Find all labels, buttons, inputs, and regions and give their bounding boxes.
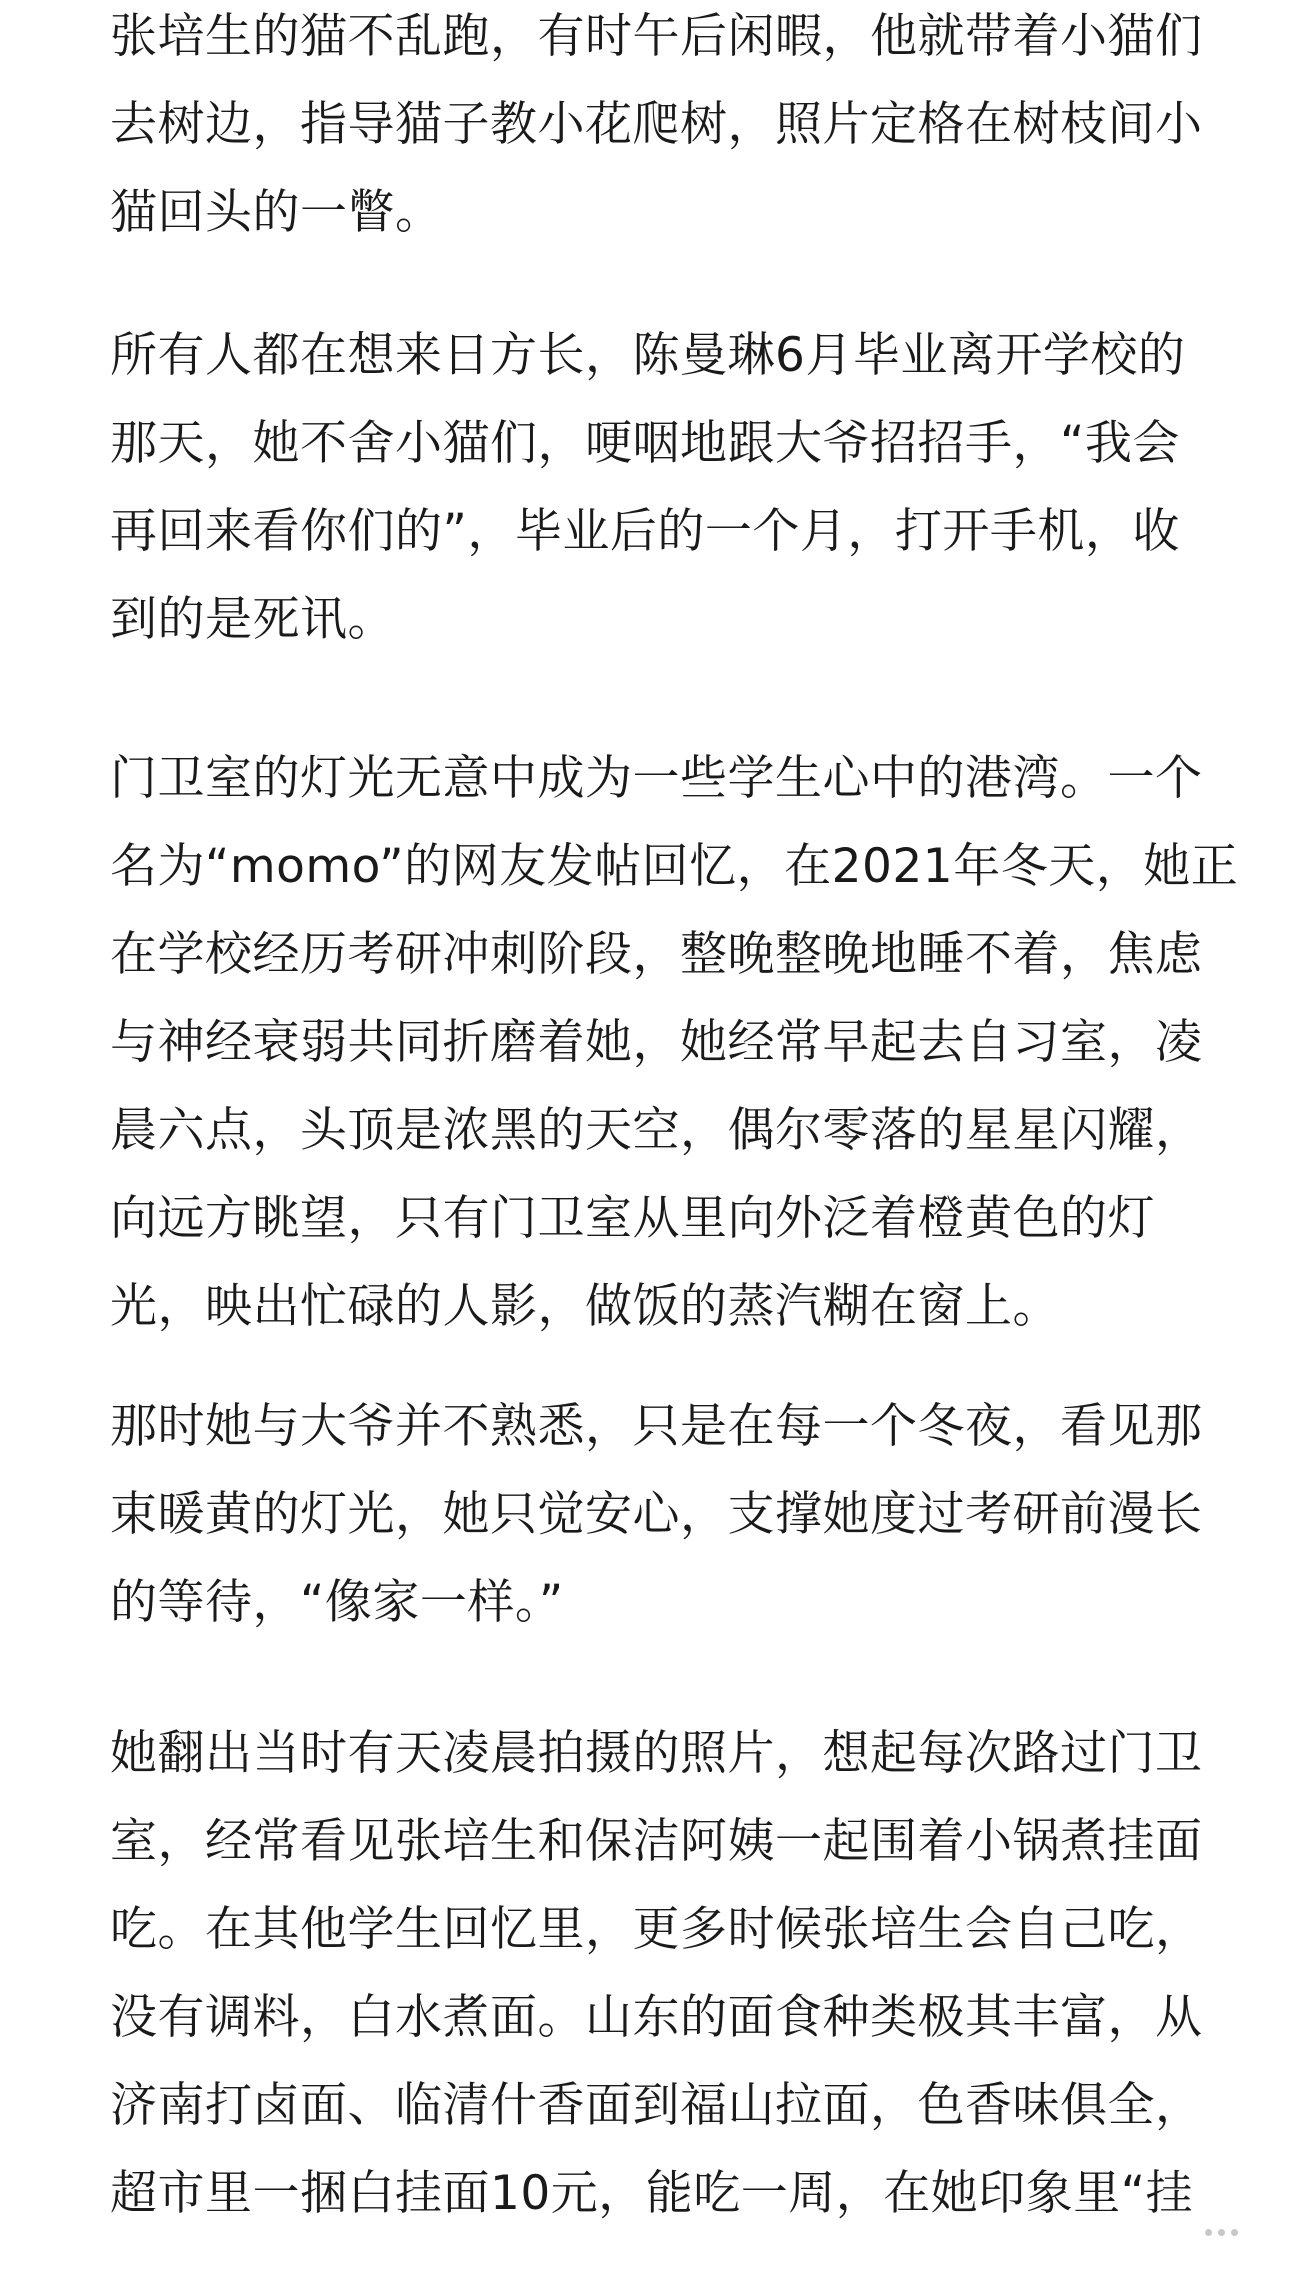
- text-line: 猫回头的一瞥。: [110, 185, 443, 240]
- dot-icon: [1205, 2229, 1212, 2236]
- paragraph-2: [110, 312, 1200, 664]
- text-line: 那时她与大爷并不熟悉，只是在每一个冬夜，看见那: [110, 1399, 1203, 1454]
- text-line: 到的是死讯。: [110, 592, 395, 647]
- text-line: 没有调料，白水煮面。山东的面食种类极其丰富，从: [110, 1990, 1203, 2045]
- text-line: 超市里一捆白挂面10元，能吃一周，在她印象里“挂: [110, 2166, 1194, 2221]
- text-line: 张培生的猫不乱跑，有时午后闲暇，他就带着小猫们: [110, 9, 1203, 64]
- text-line: 门卫室的灯光无意中成为一些学生心中的港湾。一个: [110, 751, 1203, 806]
- dot-icon: [1218, 2229, 1225, 2236]
- text-line: 再回来看你们的”，毕业后的一个月，打开手机，收: [110, 504, 1180, 559]
- paragraph-4: [110, 1383, 1203, 1647]
- watermark-icon: [1195, 2212, 1248, 2252]
- text-line: 那天，她不舍小猫们，哽咽地跟大爷招招手，“我会: [110, 416, 1180, 471]
- text-line: 与神经衰弱共同折磨着她，她经常早起去自习室，凌: [110, 1015, 1203, 1070]
- paragraph-3: [110, 735, 1239, 1351]
- text-line: 在学校经历考研冲刺阶段，整晚整晚地睡不着，焦虑: [110, 927, 1203, 982]
- text-line: 光，映出忙碌的人影，做饭的蒸汽糊在窗上。: [110, 1279, 1060, 1334]
- text-line: 吃。在其他学生回忆里，更多时候张培生会自己吃，: [110, 1902, 1203, 1957]
- text-line: 去树边，指导猫子教小花爬树，照片定格在树枝间小: [110, 97, 1203, 152]
- text-line: 她翻出当时有天凌晨拍摄的照片，想起每次路过门卫: [110, 1726, 1203, 1781]
- paragraph-1: [110, 0, 1203, 257]
- text-line: 束暖黄的灯光，她只觉安心，支撑她度过考研前漫长: [110, 1487, 1203, 1542]
- text-line: 名为“momo”的网友发帖回忆，在2021年冬天，她正: [110, 839, 1239, 894]
- paragraph-5: [110, 1710, 1203, 2238]
- text-line: 室，经常看见张培生和保洁阿姨一起围着小锅煮挂面: [110, 1814, 1203, 1869]
- text-line: 所有人都在想来日方长，陈曼琳6月毕业离开学校的: [110, 328, 1186, 383]
- text-line: 的等待，“像家一样。”: [110, 1575, 564, 1630]
- text-line: 向远方眺望，只有门卫室从里向外泛着橙黄色的灯: [110, 1191, 1155, 1246]
- text-line: 济南打卤面、临清什香面到福山拉面，色香味俱全，: [110, 2078, 1203, 2133]
- dot-icon: [1231, 2229, 1238, 2236]
- text-line: 晨六点，头顶是浓黑的天空，偶尔零落的星星闪耀，: [110, 1103, 1203, 1158]
